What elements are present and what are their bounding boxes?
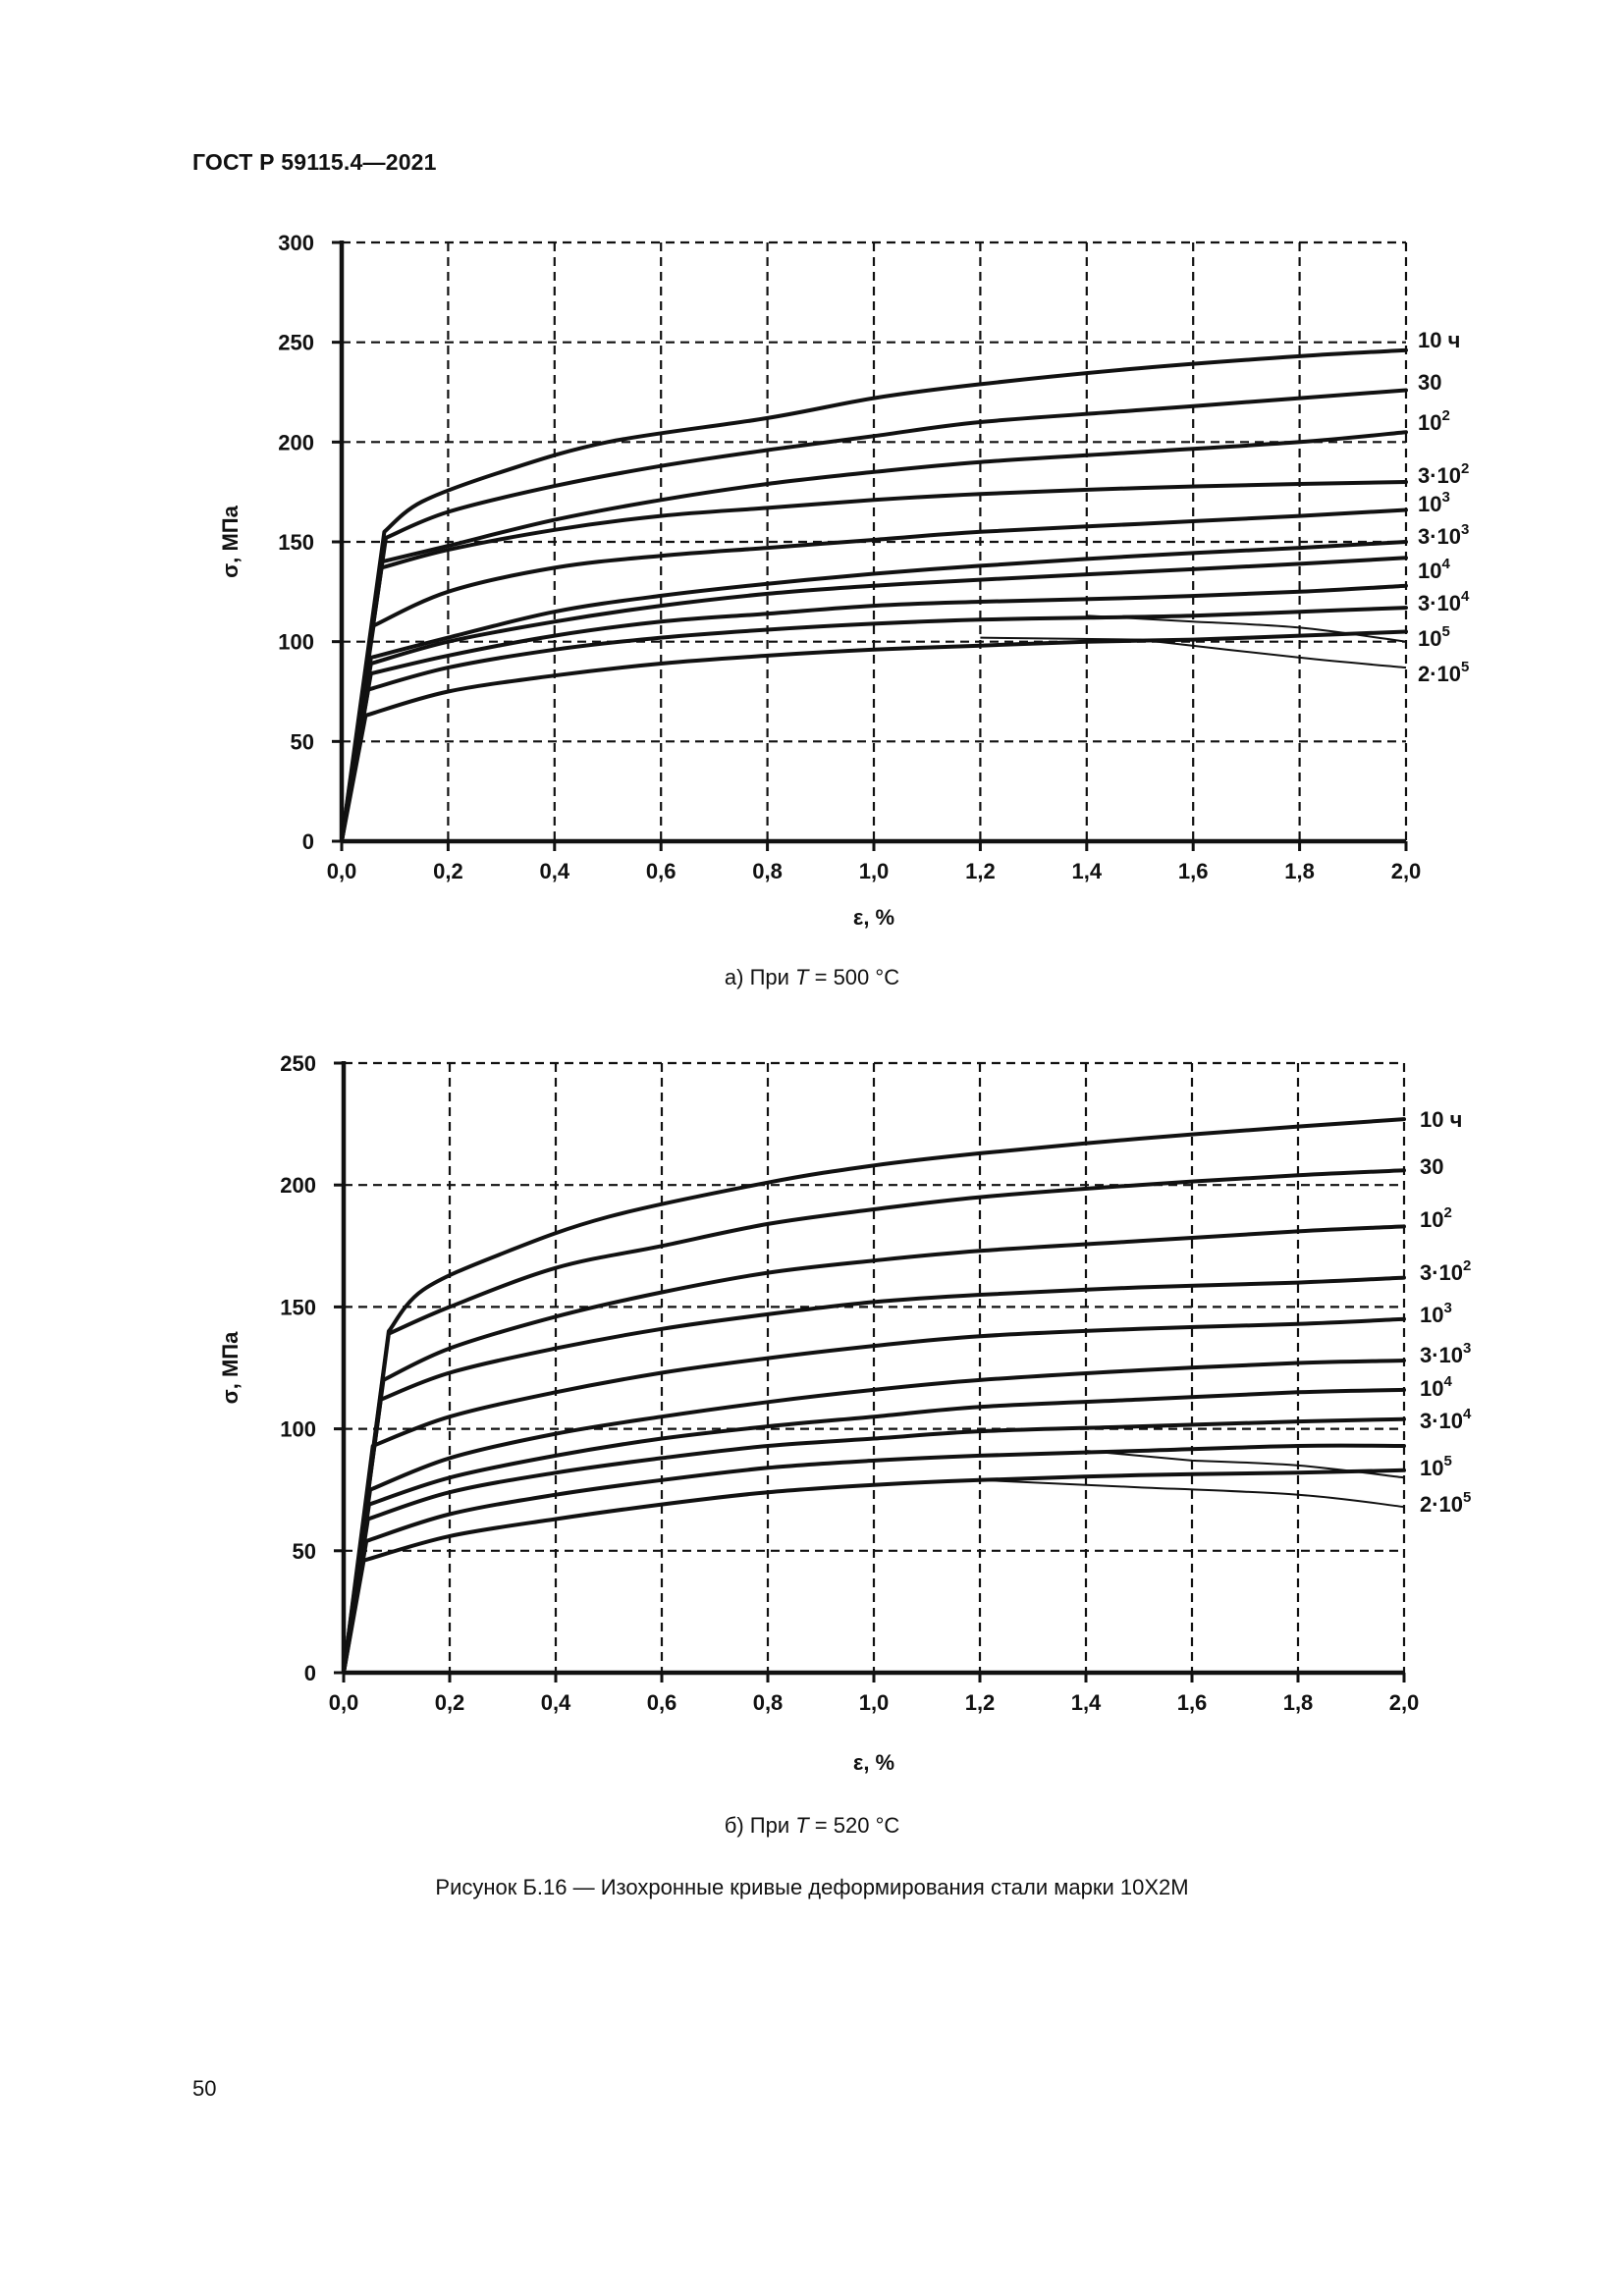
chart-b-y-tick-label: 0 [303,1661,316,1685]
chart-a-y-tick-label: 50 [290,729,314,755]
chart-b-x-tick-label: 2,0 [1388,1690,1420,1715]
chart-b-curve-label: $10^5$ [1420,1453,1452,1480]
chart-a-curve-label: $2\cdot 10^5$ [1418,659,1470,686]
chart-b-caption-var: T [795,1813,809,1838]
chart-b-x-axis-title: ε, % [852,1750,895,1775]
chart-b-y-axis-title: σ, МПа [218,1331,243,1405]
chart-a-x-tick-label: 0,8 [752,859,783,883]
chart-b-x-tick-label: 0,0 [328,1690,359,1715]
chart-b-y-tick-label: 100 [280,1416,316,1442]
chart-a-x-tick-label: 1,8 [1284,859,1315,883]
chart-b-curve-label: 10 ч [1420,1107,1463,1132]
chart-b-x-tick-label: 1,4 [1070,1690,1102,1715]
chart-b-caption-suffix: = 520 °С [808,1813,900,1838]
chart-b-y-tick-label: 150 [280,1295,316,1320]
chart-b-curve-label: $10^2$ [1420,1204,1452,1232]
chart-b-curve-label: $3\cdot 10^2$ [1420,1257,1472,1285]
chart-a-y-axis-title: σ, МПа [218,506,243,578]
chart-a-y-tick-label: 150 [278,530,314,555]
chart-a-caption [0,965,1624,990]
chart-b-curve-label: $3\cdot 10^3$ [1420,1340,1472,1367]
chart-a-curve-label: 10 ч [1418,328,1461,352]
chart-a-y-tick-label: 250 [278,330,314,355]
chart-a-x-tick-label: 0,4 [539,859,570,883]
chart-a-y-tick-label: 100 [278,629,314,655]
chart-a-curve-label: $10^5$ [1418,623,1450,651]
chart-a-x-tick-label: 1,6 [1177,859,1209,883]
chart-a-curve-label: 30 [1418,370,1442,395]
chart-b-520c [0,1036,1624,1782]
chart-b-x-tick-label: 0,8 [752,1690,784,1715]
chart-a-curve-label: $3\cdot 10^2$ [1418,460,1470,488]
chart-a-x-tick-label: 1,0 [858,859,890,883]
chart-a-curve-label: $3\cdot 10^4$ [1418,588,1470,615]
chart-a-x-axis-title: ε, % [852,905,895,930]
chart-b-curve-label: $10^3$ [1420,1300,1452,1327]
chart-b-x-tick-label: 1,8 [1282,1690,1314,1715]
chart-a-500c [0,216,1624,942]
chart-a-x-tick-label: 1,4 [1071,859,1103,883]
chart-b-y-tick-label: 250 [280,1051,316,1076]
chart-b-curve-label: $3\cdot 10^4$ [1420,1406,1472,1433]
chart-a-caption-suffix: = 500 °С [808,965,900,989]
chart-b-y-tick-label: 200 [280,1173,316,1199]
chart-b-curve-8 [344,1419,1404,1673]
chart-a-curve-label: $10^4$ [1418,556,1450,583]
chart-b-x-tick-label: 1,2 [964,1690,996,1715]
document-header: ГОСТ Р 59115.4—2021 [192,149,437,175]
chart-a-x-tick-label: 1,2 [965,859,996,883]
chart-b-x-tick-label: 1,0 [858,1690,890,1715]
chart-b-y-tick-label: 50 [292,1538,316,1564]
chart-a-x-tick-label: 0,2 [433,859,463,883]
chart-b-caption [0,1813,1624,1839]
chart-a-caption-var: T [795,965,809,989]
page-number: 50 [192,2076,217,2101]
chart-a-x-tick-label: 2,0 [1390,859,1422,883]
chart-b-x-tick-label: 0,4 [540,1690,571,1715]
figure-caption: Рисунок Б.16 — Изохронные кривые деформирования стали марки 10Х2М [435,1875,1189,1899]
chart-a-y-tick-label: 200 [278,430,314,455]
chart-b-curve-label: 30 [1420,1154,1444,1179]
chart-b-caption-prefix: б) При [724,1813,796,1838]
chart-b-curve-label: $2\cdot 10^5$ [1420,1489,1472,1517]
chart-a-caption-prefix: а) При [724,965,796,989]
chart-a-y-tick-label: 300 [278,231,314,255]
chart-a-curve-label: $3\cdot 10^3$ [1418,521,1470,549]
chart-a-y-tick-label: 0 [301,829,314,854]
chart-b-curve-label: $10^4$ [1420,1373,1452,1401]
chart-a-x-tick-label: 0,0 [326,859,357,883]
chart-b-x-tick-label: 1,6 [1176,1690,1208,1715]
chart-b-x-tick-label: 0,6 [646,1690,677,1715]
chart-b-x-tick-label: 0,2 [434,1690,465,1715]
chart-a-curve-label: $10^3$ [1418,489,1450,516]
chart-a-x-tick-label: 0,6 [645,859,677,883]
chart-a-curve-label: $10^2$ [1418,407,1450,435]
